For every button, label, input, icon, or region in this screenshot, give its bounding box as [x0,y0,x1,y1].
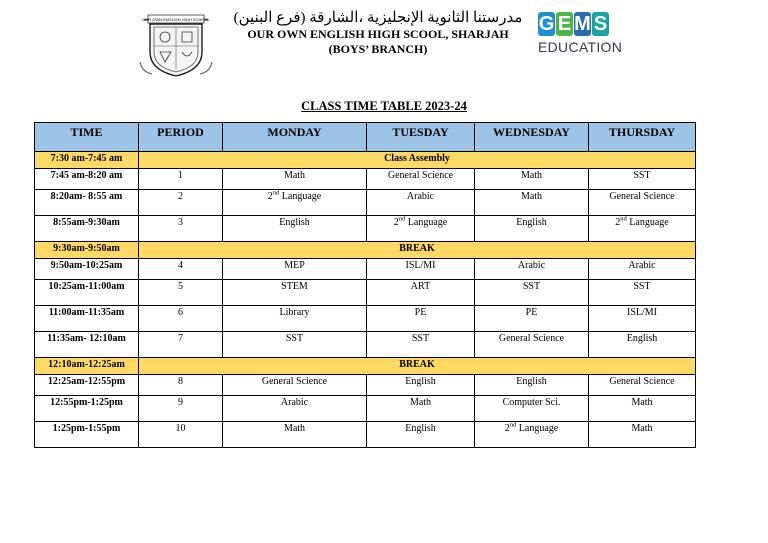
thursday-cell: General Science [589,190,696,216]
monday-cell: Arabic [223,396,367,422]
table-row [35,280,696,306]
tuesday-cell: English [367,422,475,448]
thursday-cell: SST [589,169,696,190]
table-row [35,169,696,190]
tuesday-cell: ART [367,280,475,306]
tuesday-cell: ISL/MI [367,259,475,280]
monday-cell: English [223,216,367,242]
tuesday-cell: PE [367,306,475,332]
thursday-cell: Math [589,396,696,422]
thursday-cell: General Science [589,375,696,396]
thursday-cell: ISL/MI [589,306,696,332]
monday-cell: Library [223,306,367,332]
period-cell: 10 [139,422,223,448]
thursday-cell: Arabic [589,259,696,280]
time-cell: 8:20am- 8:55 am [35,190,139,216]
table-row [35,396,696,422]
table-row-break [35,358,696,375]
table-row [35,332,696,358]
time-cell: 11:00am-11:35am [35,306,139,332]
time-cell: 11:35am- 12:10am [35,332,139,358]
period-cell: 6 [139,306,223,332]
period-cell: 7 [139,332,223,358]
wednesday-cell: Computer Sci. [475,396,589,422]
school-name: OUR OWN ENGLISH HIGH SCOOL, SHARJAH [247,27,509,41]
assembly-label: Class Assembly [139,152,696,169]
period-cell: 4 [139,259,223,280]
time-cell: 10:25am-11:00am [35,280,139,306]
column-header-thursday: THURSDAY [589,123,696,152]
period-cell: 5 [139,280,223,306]
table-row [35,306,696,332]
table-row-break [35,242,696,259]
table-row-assembly [35,152,696,169]
time-cell: 12:55pm-1:25pm [35,396,139,422]
table-row [35,259,696,280]
tuesday-cell: English [367,375,475,396]
gems-education-text: EDUCATION [538,39,623,55]
arabic-school-name: مدرستنا الثانوية الإنجليزية ،الشارقة (فرع البنين) [233,10,523,26]
monday-cell: Math [223,169,367,190]
page-title: CLASS TIME TABLE 2023-24 [301,99,467,113]
time-cell: 7:45 am-8:20 am [35,169,139,190]
time-cell: 8:55am-9:30am [35,216,139,242]
tuesday-cell: Arabic [367,190,475,216]
period-cell: 1 [139,169,223,190]
gems-letter-s: S [593,12,608,35]
time-cell: 12:25am-12:55pm [35,375,139,396]
time-cell: 12:10am-12:25am [35,358,139,375]
wednesday-cell: General Science [475,332,589,358]
table-row [35,216,696,242]
gems-education-logo [538,12,623,64]
thursday-cell: 2nd Language [589,216,696,242]
school-crest-logo [138,12,214,78]
monday-cell: General Science [223,375,367,396]
time-cell: 9:50am-10:25am [35,259,139,280]
tuesday-cell: Math [367,396,475,422]
break-label: BREAK [139,242,696,259]
branch-name: (BOYS’ BRANCH) [328,42,428,56]
monday-cell: SST [223,332,367,358]
column-header-wednesday: WEDNESDAY [475,123,589,152]
monday-cell: MEP [223,259,367,280]
column-header-period: PERIOD [139,123,223,152]
period-cell: 2 [139,190,223,216]
wednesday-cell: SST [475,280,589,306]
period-cell: 8 [139,375,223,396]
timetable-header-row [35,123,696,152]
thursday-cell: SST [589,280,696,306]
monday-cell: STEM [223,280,367,306]
wednesday-cell: 2nd Language [475,422,589,448]
time-cell: 1:25pm-1:55pm [35,422,139,448]
gems-letters [538,12,610,38]
monday-cell: Math [223,422,367,448]
thursday-cell: Math [589,422,696,448]
wednesday-cell: Math [475,190,589,216]
column-header-tuesday: TUESDAY [367,123,475,152]
break-label: BREAK [139,358,696,375]
tuesday-cell: SST [367,332,475,358]
gems-letter-g: G [538,12,555,35]
wednesday-cell: English [475,216,589,242]
school-header [228,10,528,56]
wednesday-cell: PE [475,306,589,332]
time-cell: 7:30 am-7:45 am [35,152,139,169]
table-row [35,375,696,396]
gems-letter-m: M [574,12,591,35]
period-cell: 9 [139,396,223,422]
tuesday-cell: 2nd Language [367,216,475,242]
wednesday-cell: English [475,375,589,396]
timetable [34,122,696,448]
table-row [35,422,696,448]
tuesday-cell: General Science [367,169,475,190]
period-cell: 3 [139,216,223,242]
table-row [35,190,696,216]
time-cell: 9:30am-9:50am [35,242,139,259]
wednesday-cell: Arabic [475,259,589,280]
column-header-time: TIME [35,123,139,152]
wednesday-cell: Math [475,169,589,190]
monday-cell: 2nd Language [223,190,367,216]
crest-banner-text: OUR OWN ENGLISH HIGH SCHOOL [142,17,210,22]
column-header-monday: MONDAY [223,123,367,152]
gems-letter-e: E [557,12,572,35]
thursday-cell: English [589,332,696,358]
